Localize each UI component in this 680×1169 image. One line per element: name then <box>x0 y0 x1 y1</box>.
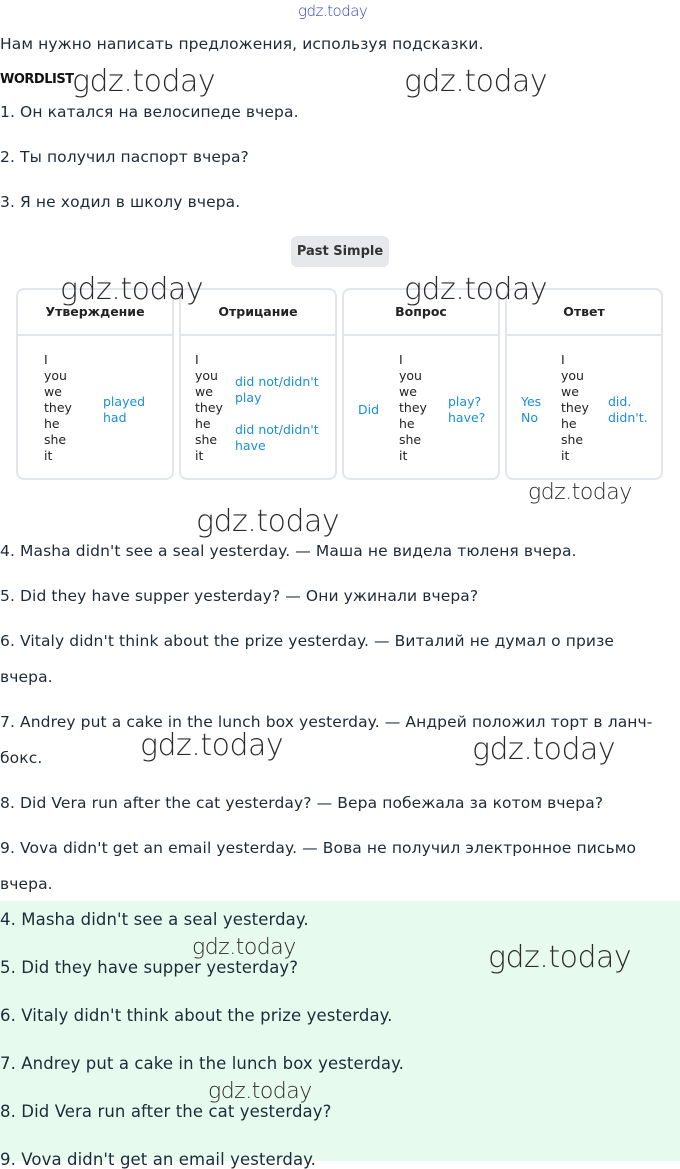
pronouns-list: I you we they he she it <box>195 352 223 463</box>
prompt-1: 1. Он катался на велосипеде вчера. <box>0 103 299 121</box>
yes-no: Yes No <box>521 394 542 425</box>
answer-7-continued: бокс. <box>0 749 43 767</box>
answer-9: 9. Vova didn't get an email yesterday. — Вова не получил электронное письмо <box>0 839 637 857</box>
auxiliary: Did <box>358 402 380 417</box>
watermark: gdz.today <box>208 1079 312 1104</box>
past-simple-badge: Past Simple <box>291 236 389 267</box>
card-title: Вопрос <box>344 290 498 336</box>
answer-7: 7. Andrey put a cake in the lunch box yesterday. — Андрей положил торт в ланч- <box>0 713 653 731</box>
verb-forms: play? have? <box>448 394 486 425</box>
verb-forms: did. didn't. <box>608 394 648 425</box>
final-answer-9: 9. Vova didn't get an email yesterday. <box>0 1150 317 1169</box>
pronouns-list: I you we they he she it <box>399 352 427 463</box>
answer-6-continued: вчера. <box>0 668 53 686</box>
card-title: Утверждение <box>18 290 172 336</box>
watermark: gdz.today <box>140 728 284 763</box>
card-title: Отрицание <box>181 290 335 336</box>
final-answer-4: 4. Masha didn't see a seal yesterday. <box>0 910 309 929</box>
card-negative <box>179 288 337 480</box>
verb-forms: did not/didn't play did not/didn't have <box>235 374 319 453</box>
pronouns-list: I you we they he she it <box>561 352 589 463</box>
verb-forms: played had <box>103 394 146 425</box>
prompt-3: 3. Я не ходил в школу вчера. <box>0 193 241 211</box>
final-answer-5: 5. Did they have supper yesterday? <box>0 958 299 977</box>
answer-9-continued: вчера. <box>0 875 53 893</box>
card-affirmative <box>16 288 174 480</box>
answer-4: 4. Masha didn't see a seal yesterday. — Маша не видела тюленя вчера. <box>0 542 577 560</box>
answer-5: 5. Did they have supper yesterday? — Они ужинали вчера? <box>0 587 479 605</box>
watermark: gdz.today <box>72 64 216 99</box>
wordlist-label: WORDLIST <box>0 72 74 87</box>
pronouns-list: I you we they he she it <box>44 352 72 463</box>
card-answer <box>505 288 663 480</box>
watermark: gdz.today <box>404 64 548 99</box>
intro-text: Нам нужно написать предложения, используя подсказки. <box>0 35 484 53</box>
watermark: gdz.today <box>488 940 632 975</box>
watermark: gdz.today <box>404 272 548 307</box>
final-answer-8: 8. Did Vera run after the cat yesterday? <box>0 1102 332 1121</box>
watermark-top: gdz.today <box>298 2 368 20</box>
watermark: gdz.today <box>192 935 296 960</box>
prompt-2: 2. Ты получил паспорт вчера? <box>0 148 249 166</box>
card-title: Ответ <box>507 290 661 336</box>
final-answer-6: 6. Vitaly didn't think about the prize yesterday. <box>0 1006 393 1025</box>
card-question <box>342 288 500 480</box>
watermark: gdz.today <box>528 480 632 505</box>
watermark: gdz.today <box>196 504 340 539</box>
answer-6: 6. Vitaly didn't think about the prize yesterday. — Виталий не думал о призе <box>0 632 615 650</box>
watermark: gdz.today <box>472 732 616 767</box>
watermark: gdz.today <box>60 272 204 307</box>
answer-8: 8. Did Vera run after the cat yesterday? — Вера побежала за котом вчера? <box>0 794 604 812</box>
final-answer-7: 7. Andrey put a cake in the lunch box yesterday. <box>0 1054 404 1073</box>
